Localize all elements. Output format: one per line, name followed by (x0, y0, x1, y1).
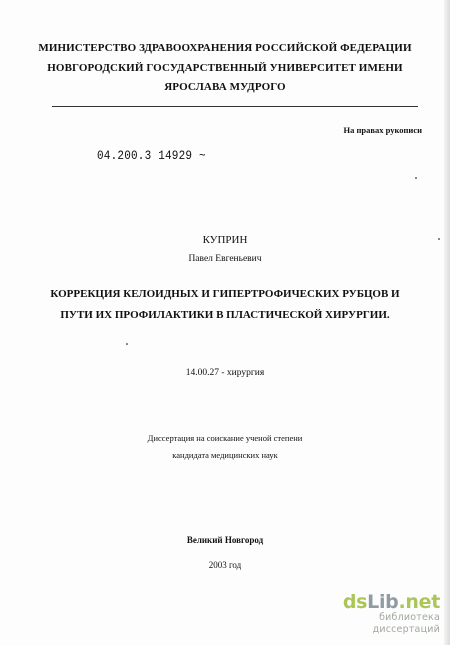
dslib-logo (320, 592, 440, 612)
author-name: Павел Евгеньевич (188, 254, 262, 264)
degree-line-1: Диссертация на соискание ученой степени (147, 433, 303, 443)
scan-speck (438, 238, 440, 240)
logo-ds: ds (342, 591, 368, 613)
rights-note: На правах рукописи (343, 125, 422, 135)
thesis-title-line-1: КОРРЕКЦИЯ КЕЛОИДНЫХ И ГИПЕРТРОФИЧЕСКИХ РУБЦОВ И (50, 288, 400, 300)
university-name-line: ЯРОСЛАВА МУДРОГО (164, 81, 286, 93)
university-line: НОВГОРОДСКИЙ ГОСУДАРСТВЕННЫЙ УНИВЕРСИТЕТ ИМЕНИ (47, 62, 403, 74)
dslib-watermark (320, 592, 440, 636)
dslib-subtitle: библиотека диссертаций (372, 612, 440, 635)
year: 2003 год (208, 560, 242, 570)
logo-net: .net (398, 591, 440, 613)
author-surname: КУПРИН (202, 234, 248, 246)
specialty-code: 14.00.27 - хирургия (185, 368, 265, 378)
scan-speck (126, 343, 128, 345)
city: Великий Новгород (186, 535, 264, 545)
logo-lib: Lib (367, 591, 399, 613)
degree-line-2: кандидата медицинских наук (172, 450, 278, 460)
header-divider (52, 106, 418, 107)
library-stamp: 04.200.3 14929 ~ (97, 150, 206, 164)
scan-speck (415, 177, 417, 179)
scan-edge (444, 0, 450, 645)
ministry-line: МИНИСТЕРСТВО ЗДРАВООХРАНЕНИЯ РОССИЙСКОЙ ФЕДЕРАЦИИ (38, 42, 412, 54)
thesis-title-line-2: ПУТИ ИХ ПРОФИЛАКТИКИ В ПЛАСТИЧЕСКОЙ ХИРУРГИИ. (60, 309, 390, 321)
